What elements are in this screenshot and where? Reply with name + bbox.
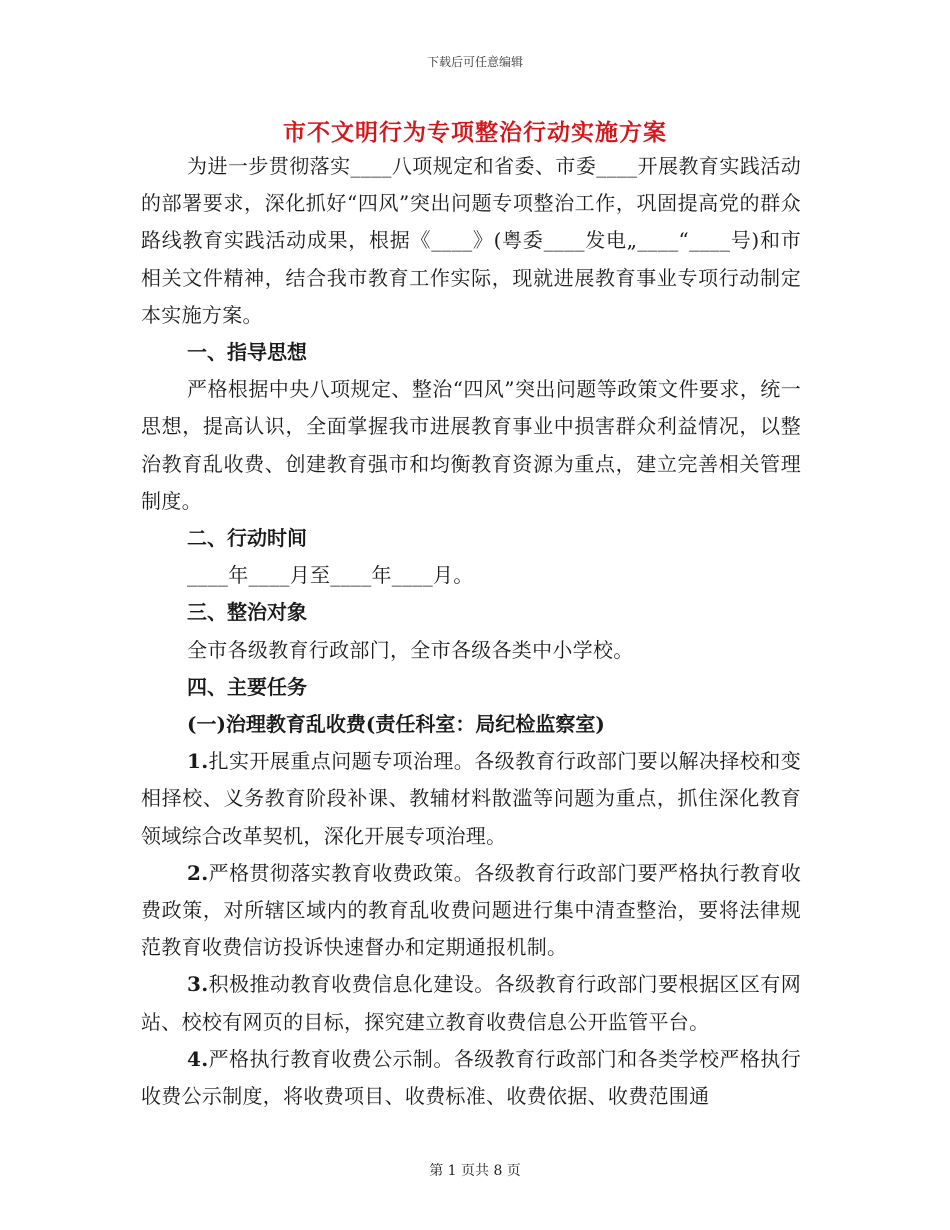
- page-header-note: 下载后可任意编辑: [426, 55, 523, 69]
- document-body: [141, 148, 801, 1115]
- task-item-number: 1.: [187, 749, 209, 774]
- task-item-text: 积极推动教育收费信息化建设。各级教育行政部门要根据区区有网站、校校有网页的目标，探究建立教育收费信息公开监管平台。: [141, 972, 801, 1034]
- task-item-number: 4.: [187, 1046, 209, 1071]
- task-item-number: 3.: [187, 972, 209, 997]
- task-item: [141, 855, 801, 967]
- section-heading-targets: 三、整治对象: [187, 600, 307, 625]
- subsection-heading-fee-governance: (一)治理教育乱收费(责任科室：局纪检监察室): [187, 712, 605, 737]
- section-heading-guiding-ideology: 一、指导思想: [187, 340, 307, 365]
- section-body-action-time: ____年____月至____年____月。: [187, 563, 474, 588]
- section-body-targets: 全市各级教育行政部门，全市各级各类中小学校。: [187, 637, 634, 662]
- task-item: [141, 1041, 801, 1115]
- section-body-guiding-ideology: 严格根据中央八项规定、整治“四风”突出问题等政策文件要求，统一思想，提高认识，全面掌握我市进展教育事业中损害群众利益情况，以整治教育乱收费、创建教育强市和均衡教育资源为重点，建立完善相关管理制度。: [141, 377, 801, 513]
- intro-paragraph: 为进一步贯彻落实____八项规定和省委、市委____开展教育实践活动的部署要求，深化抓好“四风”突出问题专项整治工作，巩固提高党的群众路线教育实践活动成果，根据《____》(粤委____发电„____“____号)和市相关文件精神，结合我市教育工作实际，现就进展教育事业专项行动制定本实施方案。: [141, 154, 801, 327]
- task-item: [141, 966, 801, 1040]
- task-item-text: 严格贯彻落实教育收费政策。各级教育行政部门要严格执行教育收费政策，对所辖区域内的教育乱收费问题进行集中清查整治，要将法律规范教育收费信访投诉快速督办和定期通报机制。: [141, 860, 801, 960]
- page-footer-number: 第 1 页共 8 页: [429, 1163, 521, 1179]
- document-title: 市不文明行为专项整治行动实施方案: [283, 119, 667, 146]
- section-heading-main-tasks: 四、主要任务: [187, 674, 307, 699]
- section-heading-action-time: 二、行动时间: [187, 526, 307, 551]
- task-item-text: 严格执行教育收费公示制。各级教育行政部门和各类学校严格执行收费公示制度，将收费项目、收费标准、收费依据、收费范围通: [141, 1046, 801, 1109]
- task-item-number: 2.: [187, 860, 209, 885]
- task-item: [141, 743, 801, 855]
- task-item-text: 扎实开展重点问题专项治理。各级教育行政部门要以解决择校和变相择校、义务教育阶段补课、教辅材料散滥等问题为重点，抓住深化教育领域综合改革契机，深化开展专项治理。: [141, 749, 801, 848]
